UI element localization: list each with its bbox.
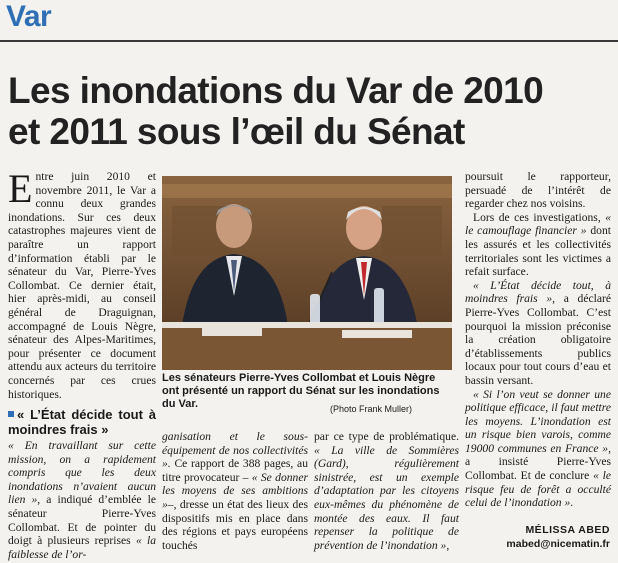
body-text-f: Lors de ces investigations,	[473, 210, 601, 224]
section-rule	[0, 40, 618, 42]
quote-text-a: « En travaillant sur cette mission, on a rapidement compris que les deux inondations n’avaient aucun lien »	[8, 439, 156, 507]
photo-credit: (Photo Frank Muller)	[330, 404, 413, 414]
subheading-text: « L’État décide tout à moindres frais »	[8, 407, 156, 438]
column-4-paragraph-1: poursuit le rapporteur, persuadé de l’intérêt de regarder chez nos voisins.	[465, 170, 611, 211]
body-text-j: .	[570, 496, 574, 510]
byline	[470, 523, 610, 551]
photo-caption: Les sénateurs Pierre-Yves Collombat et Louis Nègre ont présenté un rapport du Sénat sur les inondations du Var.	[162, 372, 440, 410]
column-4-paragraph-3	[465, 279, 611, 388]
column-2-paragraph	[162, 430, 308, 552]
body-text-g: dont les assurés et les collectivités territoriales sont les victimes a refait surface.	[465, 224, 611, 279]
lead-text: ntre juin 2010 et novembre 2011, le Var a connu deux grandes inondations. Sur ces deux catastrophes majeures vient de paraître un rapport d’information établi par le sénateur du Var, Pierre-Yves Collombat. Ce dernier était, hier après-midi, au conseil général de Draguignan, accompagné de Louis Nègre, sénateur des Alpes-Maritimes, pour présenter ce document attendu aux acteurs du territoire concernés par ces crues historiques.	[8, 170, 156, 401]
body-text-d: par ce type de problématique.	[314, 430, 459, 443]
column-3-paragraph	[314, 430, 459, 552]
article-column-2	[162, 430, 308, 552]
headline-line-2: et 2011 sous l’œil du Sénat	[8, 111, 465, 152]
article-column-3	[314, 430, 459, 552]
photo-illustration	[162, 176, 452, 370]
column-4-paragraph-4	[465, 388, 611, 510]
policy-quote: « Si l’on veut se donner une politique efficace, il faut mettre les moyens. L’inondation est un risque bien varois, comme 19000 communes en France »	[465, 387, 611, 455]
quote-text-b: « la faiblesse de l’or-	[8, 534, 157, 561]
headline-line-1: Les inondations du Var de 2010	[8, 70, 544, 111]
article-column-4	[465, 170, 611, 510]
section-rubric: Var	[6, 0, 52, 33]
drop-cap: E	[8, 166, 33, 211]
article-photo	[162, 176, 452, 370]
conclusion-quote: « le risque feu de forêt a occulté celui de l’inondation »	[465, 469, 612, 510]
report-title-quote: « Se donner les moyens de ses ambitions »	[162, 470, 308, 511]
column-4-paragraph-2	[465, 211, 611, 279]
body-text-a: , a indiqué d’emblée le sénateur Pierre-Yves Collombat. Et de pointer du doigt à plusieurs reprises	[8, 493, 156, 548]
quote-continuation: ganisation et le sous-équipement de nos collectivités ».	[162, 430, 308, 471]
sommieres-quote: « La ville de Sommières (Gard), régulièrement sinistrée, est un exemple d’adaptation par les citoyens eux-mêmes du phénomène de montée des eaux. Il faut repenser la politique de prévention de l’inondation »	[314, 443, 459, 552]
body-text-h: , a déclaré Pierre-Yves Collombat. C’est pourquoi la mission préconise la création obligatoire d’établissements publics locaux pour tout cours d’eau et bassin versant.	[465, 292, 611, 387]
body-text-i: , a insisté Pierre-Yves Collombat. Et de conclure	[465, 441, 611, 483]
body-text-e: ,	[446, 538, 450, 552]
body-text-c: –, dresse un état des lieux des dispositifs mis en place dans des régions et pays européens touchés	[162, 497, 308, 552]
state-quote: « L’État décide tout, à moindres frais »	[465, 278, 611, 306]
quote-paragraph	[8, 439, 156, 561]
camouflage-quote: « le camouflage financier »	[465, 210, 612, 238]
author-name: MÉLISSA ABED	[525, 524, 610, 536]
subheading	[8, 407, 156, 437]
lead-paragraph	[8, 166, 156, 401]
square-bullet-icon	[8, 411, 14, 417]
headline	[8, 70, 608, 152]
article-column-1	[8, 166, 157, 561]
body-text-b: Ce rapport de 388 pages, au titre provocateur –	[162, 457, 308, 484]
author-email[interactable]: mabed@nicematin.fr	[506, 538, 610, 550]
